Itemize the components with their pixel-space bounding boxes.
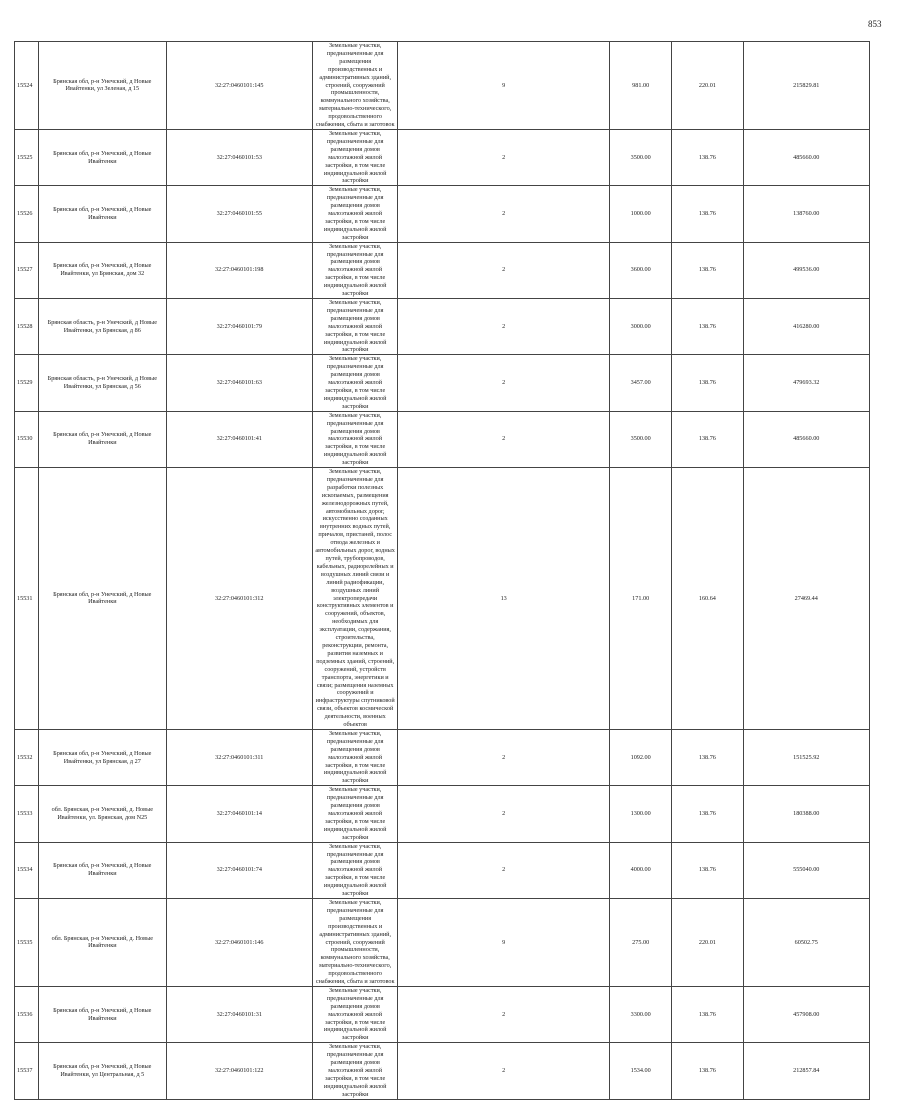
address-cell: Брянская обл, р-н Унечский, д Новые Ивайтенки <box>39 842 166 898</box>
cadastral-value-cell: 27469.44 <box>743 468 870 730</box>
row-number: 15534 <box>15 842 39 898</box>
cadastral-value-cell: 457908.00 <box>743 986 870 1042</box>
table-row <box>15 729 870 785</box>
table-row <box>15 186 870 242</box>
cadastral-number-cell: 32:27:0460101:311 <box>166 729 313 785</box>
land-use-cell: Земельные участки, предназначенные для размещения домов малоэтажной жилой застройки, в том числе индивидуальной жилой застройки <box>313 1043 398 1099</box>
rate-cell: 220.01 <box>672 898 743 986</box>
area-cell: 3500.00 <box>610 129 672 185</box>
rate-cell: 220.01 <box>672 42 743 130</box>
rate-cell: 138.76 <box>672 1043 743 1099</box>
rate-cell: 138.76 <box>672 299 743 355</box>
cadastral-number-cell: 32:27:0460101:41 <box>166 411 313 467</box>
address-cell: Брянская область, р-н Унечский, д Новые Ивайтенки, ул Брянская, д 56 <box>39 355 166 411</box>
cadastral-value-cell: 151525.92 <box>743 729 870 785</box>
cadastral-number-cell: 32:27:0460101:198 <box>166 242 313 298</box>
rate-cell: 138.76 <box>672 186 743 242</box>
cadastral-value-cell: 138760.00 <box>743 186 870 242</box>
address-cell: Брянская обл, р-н Унечский, д Новые Ивайтенки <box>39 986 166 1042</box>
table-body <box>15 42 870 1100</box>
area-cell: 3500.00 <box>610 411 672 467</box>
table-row <box>15 42 870 130</box>
land-use-cell: Земельные участки, предназначенные для размещения домов малоэтажной жилой застройки, в том числе индивидуальной жилой застройки <box>313 786 398 842</box>
area-cell: 275.00 <box>610 898 672 986</box>
cadastral-value-cell: 555040.00 <box>743 842 870 898</box>
category-cell: 2 <box>398 129 610 185</box>
cadastral-value-cell: 485660.00 <box>743 411 870 467</box>
cadastral-number-cell: 32:27:0460101:14 <box>166 786 313 842</box>
area-cell: 3600.00 <box>610 242 672 298</box>
area-cell: 171.00 <box>610 468 672 730</box>
row-number: 15531 <box>15 468 39 730</box>
cadastral-number-cell: 32:27:0460101:63 <box>166 355 313 411</box>
category-cell: 2 <box>398 786 610 842</box>
row-number: 15525 <box>15 129 39 185</box>
address-cell: Брянская обл, р-н Унечский, д Новые Ивайтенки <box>39 468 166 730</box>
category-cell: 9 <box>398 898 610 986</box>
area-cell: 981.00 <box>610 42 672 130</box>
cadastral-number-cell: 32:27:0460101:122 <box>166 1043 313 1099</box>
row-number: 15533 <box>15 786 39 842</box>
address-cell: Брянская обл, р-н Унечский, д Новые Ивайтенки <box>39 129 166 185</box>
row-number: 15527 <box>15 242 39 298</box>
land-use-cell: Земельные участки, предназначенные для размещения домов малоэтажной жилой застройки, в том числе индивидуальной жилой застройки <box>313 129 398 185</box>
table-row <box>15 299 870 355</box>
area-cell: 3000.00 <box>610 299 672 355</box>
cadastral-value-cell: 180388.00 <box>743 786 870 842</box>
rate-cell: 138.76 <box>672 411 743 467</box>
rate-cell: 138.76 <box>672 129 743 185</box>
land-use-cell: Земельные участки, предназначенные для размещения производственных и административных зданий, строений, сооружений промышленности, коммунального хозяйства, материально-технического, продовольственного снабжения, сбыта и заготовок <box>313 898 398 986</box>
category-cell: 2 <box>398 729 610 785</box>
row-number: 15524 <box>15 42 39 130</box>
address-cell: Брянская обл, р-н Унечский, д Новые Ивайтенки, ул Брянская, дом 32 <box>39 242 166 298</box>
cadastral-number-cell: 32:27:0460101:312 <box>166 468 313 730</box>
land-use-cell: Земельные участки, предназначенные для размещения производственных и административных зданий, строений, сооружений промышленности, коммунального хозяйства, материально-технического, продовольственного снабжения, сбыта и заготовок <box>313 42 398 130</box>
category-cell: 2 <box>398 355 610 411</box>
land-use-cell: Земельные участки, предназначенные для размещения домов малоэтажной жилой застройки, в том числе индивидуальной жилой застройки <box>313 986 398 1042</box>
land-use-cell: Земельные участки, предназначенные для размещения домов малоэтажной жилой застройки, в том числе индивидуальной жилой застройки <box>313 842 398 898</box>
table-row <box>15 898 870 986</box>
table-row <box>15 786 870 842</box>
land-use-cell: Земельные участки, предназначенные для разработки полезных ископаемых, размещения железнодорожных путей, автомобильных дорог, искусственно созданных внутренних водных путей, причалов, пристаней, полос отвода железных и автомобильных дорог, водных путей, трубопроводов, кабельных, радиорелейных и воздушных линий связи и линий радиофикации, воздушных линий электропередачи конструктивных элементов и сооружений, объектов, необходимых для эксплуатации, содержания, строительства, реконструкции, ремонта, развития наземных и подземных зданий, строений, сооружений, устройств транспорта, энергетики и связи; размещения наземных сооружений и инфраструктуры спутниковой связи, объектов космической деятельности, военных объектов <box>313 468 398 730</box>
area-cell: 4000.00 <box>610 842 672 898</box>
category-cell: 13 <box>398 468 610 730</box>
area-cell: 3457.00 <box>610 355 672 411</box>
rate-cell: 138.76 <box>672 242 743 298</box>
cadastral-number-cell: 32:27:0460101:53 <box>166 129 313 185</box>
land-use-cell: Земельные участки, предназначенные для размещения домов малоэтажной жилой застройки, в том числе индивидуальной жилой застройки <box>313 729 398 785</box>
page-number: 853 <box>868 19 882 29</box>
row-number: 15529 <box>15 355 39 411</box>
rate-cell: 160.64 <box>672 468 743 730</box>
category-cell: 2 <box>398 299 610 355</box>
address-cell: Брянская обл, р-н Унечский, д Новые Ивайтенки <box>39 411 166 467</box>
cadastral-value-cell: 485660.00 <box>743 129 870 185</box>
table-row <box>15 129 870 185</box>
rate-cell: 138.76 <box>672 729 743 785</box>
category-cell: 2 <box>398 186 610 242</box>
land-use-cell: Земельные участки, предназначенные для размещения домов малоэтажной жилой застройки, в том числе индивидуальной жилой застройки <box>313 299 398 355</box>
cadastral-number-cell: 32:27:0460101:31 <box>166 986 313 1042</box>
category-cell: 2 <box>398 842 610 898</box>
row-number: 15536 <box>15 986 39 1042</box>
land-registry-table <box>14 41 870 1100</box>
category-cell: 9 <box>398 42 610 130</box>
row-number: 15535 <box>15 898 39 986</box>
area-cell: 3300.00 <box>610 986 672 1042</box>
row-number: 15526 <box>15 186 39 242</box>
area-cell: 1000.00 <box>610 186 672 242</box>
row-number: 15530 <box>15 411 39 467</box>
land-use-cell: Земельные участки, предназначенные для размещения домов малоэтажной жилой застройки, в том числе индивидуальной жилой застройки <box>313 186 398 242</box>
address-cell: Брянская обл, р-н Унечский, д Новые Ивайтенки, ул Брянская, д 27 <box>39 729 166 785</box>
rate-cell: 138.76 <box>672 355 743 411</box>
cadastral-number-cell: 32:27:0460101:79 <box>166 299 313 355</box>
land-use-cell: Земельные участки, предназначенные для размещения домов малоэтажной жилой застройки, в том числе индивидуальной жилой застройки <box>313 411 398 467</box>
cadastral-value-cell: 215829.81 <box>743 42 870 130</box>
category-cell: 2 <box>398 986 610 1042</box>
address-cell: обл. Брянская, р-н Унечский, д. Новые Ивайтенки, ул. Брянская, дом N25 <box>39 786 166 842</box>
table-row <box>15 986 870 1042</box>
table-row <box>15 355 870 411</box>
table-row <box>15 1043 870 1099</box>
cadastral-number-cell: 32:27:0460101:146 <box>166 898 313 986</box>
area-cell: 1092.00 <box>610 729 672 785</box>
cadastral-number-cell: 32:27:0460101:145 <box>166 42 313 130</box>
cadastral-value-cell: 479693.32 <box>743 355 870 411</box>
land-use-cell: Земельные участки, предназначенные для размещения домов малоэтажной жилой застройки, в том числе индивидуальной жилой застройки <box>313 242 398 298</box>
cadastral-value-cell: 60502.75 <box>743 898 870 986</box>
row-number: 15528 <box>15 299 39 355</box>
cadastral-value-cell: 416280.00 <box>743 299 870 355</box>
address-cell: Брянская обл, р-н Унечский, д Новые Ивайтенки, ул Зеленая, д 15 <box>39 42 166 130</box>
address-cell: Брянская обл, р-н Унечский, д Новые Ивайтенки, ул Центральная, д 5 <box>39 1043 166 1099</box>
area-cell: 1534.00 <box>610 1043 672 1099</box>
cadastral-value-cell: 212857.84 <box>743 1043 870 1099</box>
category-cell: 2 <box>398 1043 610 1099</box>
table-row <box>15 411 870 467</box>
table-row <box>15 242 870 298</box>
land-use-cell: Земельные участки, предназначенные для размещения домов малоэтажной жилой застройки, в том числе индивидуальной жилой застройки <box>313 355 398 411</box>
rate-cell: 138.76 <box>672 986 743 1042</box>
row-number: 15532 <box>15 729 39 785</box>
table-row <box>15 842 870 898</box>
cadastral-number-cell: 32:27:0460101:74 <box>166 842 313 898</box>
cadastral-number-cell: 32:27:0460101:55 <box>166 186 313 242</box>
rate-cell: 138.76 <box>672 786 743 842</box>
category-cell: 2 <box>398 411 610 467</box>
address-cell: обл. Брянская, р-н Унечский, д. Новые Ивайтенки <box>39 898 166 986</box>
address-cell: Брянская область, р-н Унечский, д Новые Ивайтенки, ул Брянская, д 86 <box>39 299 166 355</box>
cadastral-value-cell: 499536.00 <box>743 242 870 298</box>
rate-cell: 138.76 <box>672 842 743 898</box>
table-row <box>15 468 870 730</box>
category-cell: 2 <box>398 242 610 298</box>
address-cell: Брянская обл, р-н Унечский, д Новые Ивайтенки <box>39 186 166 242</box>
row-number: 15537 <box>15 1043 39 1099</box>
area-cell: 1300.00 <box>610 786 672 842</box>
